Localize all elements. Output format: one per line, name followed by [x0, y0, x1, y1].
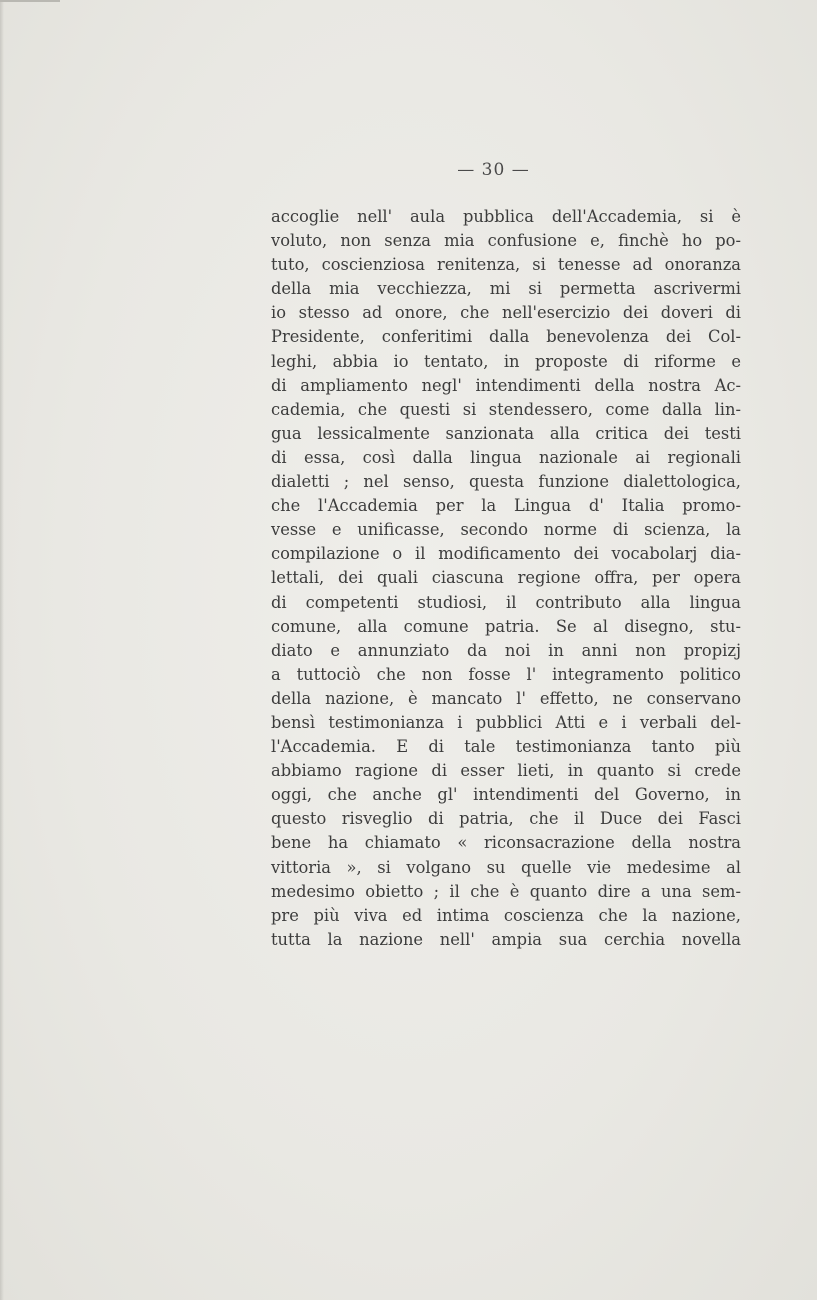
- text-line: tutta la nazione nell' ampia sua cerchia novella: [271, 929, 741, 949]
- text-line: accoglie nell' aula pubblica dell'Accademia, si è: [271, 207, 741, 226]
- text-line: voluto, non senza mia confusione e, finchè ho po-: [271, 231, 741, 251]
- text-line: bene ha chiamato « riconsacrazione della nostra: [271, 833, 741, 853]
- text-line: medesimo obietto ; il che è quanto dire a una sem-: [271, 881, 741, 901]
- text-line: lettali, dei quali ciascuna regione offra, per opera: [271, 568, 741, 588]
- body-text: [271, 205, 741, 952]
- text-line: a tuttociò che non fosse l' integramento politico: [271, 664, 741, 684]
- text-line: tuto, coscienziosa renitenza, si tenesse ad onoranza: [271, 255, 741, 275]
- text-line: dialetti ; nel senso, questa funzione dialettologica,: [271, 472, 741, 492]
- text-line: di essa, così dalla lingua nazionale ai regionali: [271, 447, 741, 467]
- page-number: — 30 —: [457, 160, 530, 180]
- text-line: vittoria », si volgano su quelle vie medesime al: [271, 857, 741, 877]
- text-line: vesse e unificasse, secondo norme di scienza, la: [271, 520, 741, 540]
- text-line: diato e annunziato da noi in anni non propizj: [271, 640, 741, 660]
- text-line: leghi, abbia io tentato, in proposte di riforme e: [271, 351, 741, 371]
- text-line: questo risveglio di patria, che il Duce dei Fasci: [271, 809, 741, 829]
- text-line: che l'Accademia per la Lingua d' Italia promo-: [271, 496, 741, 516]
- text-line: gua lessicalmente sanzionata alla critica dei testi: [271, 423, 741, 443]
- text-line: oggi, che anche gl' intendimenti del Governo, in: [271, 785, 741, 805]
- text-line: abbiamo ragione di esser lieti, in quanto si crede: [271, 761, 741, 781]
- text-line: comune, alla comune patria. Se al disegno, stu-: [271, 616, 741, 636]
- page-edge-shadow: [0, 0, 4, 1300]
- page-top-mark: [0, 0, 60, 2]
- text-line: Presidente, conferitimi dalla benevolenza dei Col-: [271, 327, 741, 347]
- text-line: della nazione, è mancato l' effetto, ne conservano: [271, 688, 741, 708]
- text-line: io stesso ad onore, che nell'esercizio dei doveri di: [271, 303, 741, 323]
- text-line: di ampliamento negl' intendimenti della nostra Ac-: [271, 375, 741, 395]
- text-line: pre più viva ed intima coscienza che la nazione,: [271, 905, 741, 925]
- text-line: compilazione o il modificamento dei vocabolarj dia-: [271, 544, 741, 564]
- text-line: di competenti studiosi, il contributo alla lingua: [271, 592, 741, 612]
- text-line: bensì testimonianza i pubblici Atti e i verbali del-: [271, 712, 741, 732]
- text-line: della mia vecchiezza, mi si permetta ascrivermi: [271, 279, 741, 299]
- text-line: l'Accademia. E di tale testimonianza tanto più: [271, 737, 741, 757]
- text-line: cademia, che questi si stendessero, come dalla lin-: [271, 399, 741, 419]
